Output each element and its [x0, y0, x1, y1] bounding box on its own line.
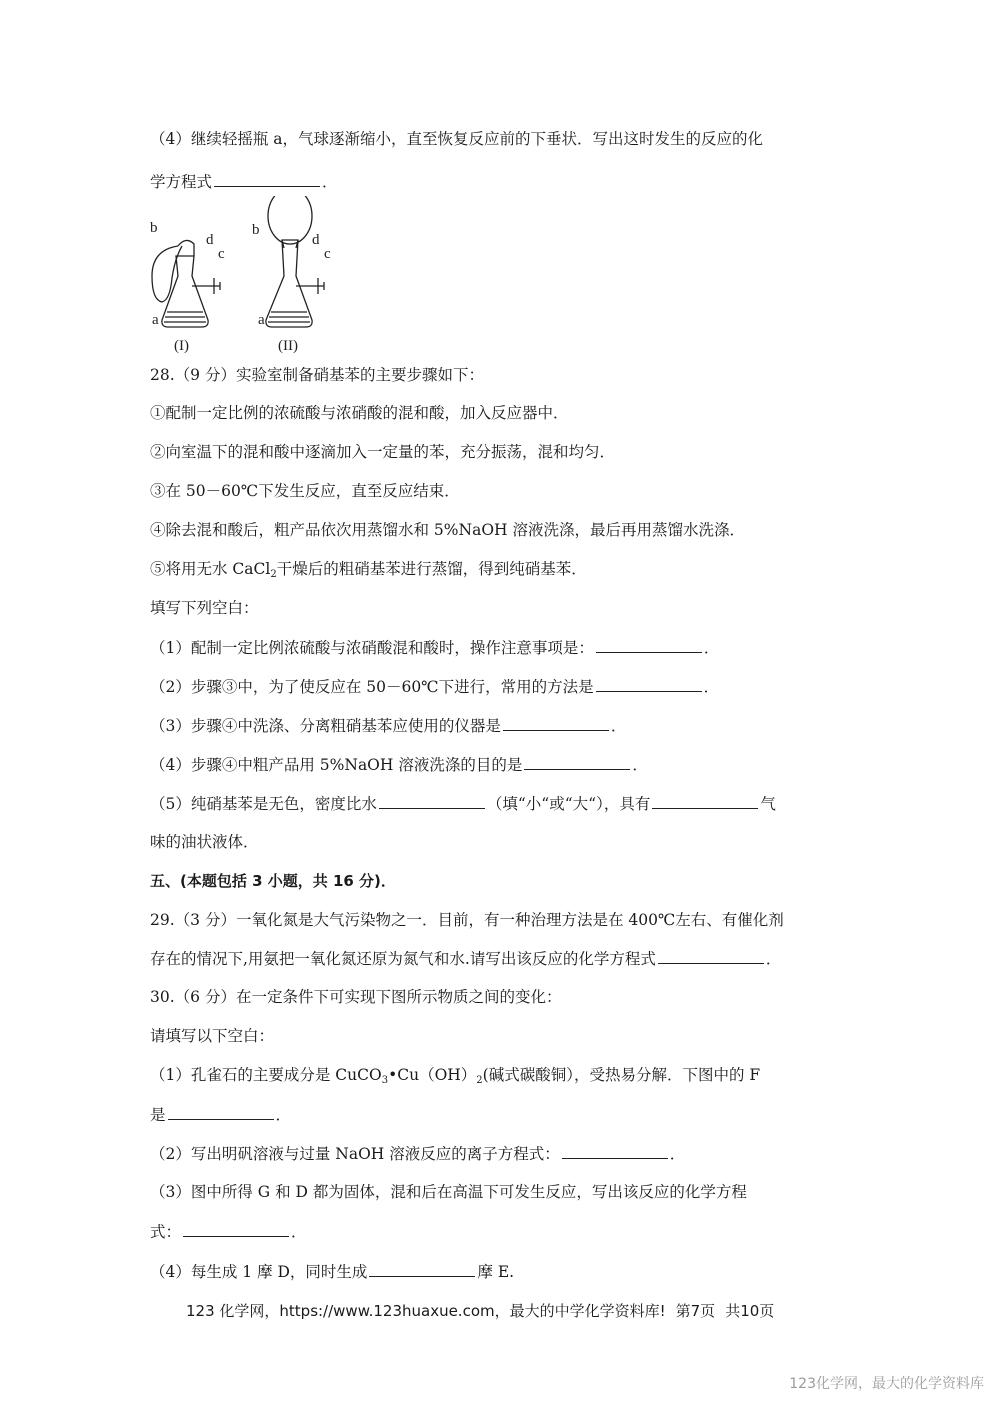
- period: ．: [703, 678, 720, 696]
- caption-2: (II): [278, 338, 298, 354]
- q30-part3-line2-text: 式：: [150, 1223, 182, 1241]
- q28-part2-text: （2）步骤③中，为了使反应在 50－60℃下进行，常用的方法是: [150, 678, 594, 696]
- q28-step2: ②向室温下的混和酸中逐滴加入一定量的苯，充分振荡，混和均匀．: [150, 443, 616, 461]
- q29-line2-text: 存在的情况下,用氨把一氧化氮还原为氮气和水.请写出该反应的化学方程式: [150, 950, 656, 968]
- q28-part5: [150, 792, 776, 815]
- q27-part4-line2: [150, 170, 338, 193]
- label-b2: b: [252, 222, 260, 238]
- q30-part4-pre: （4）每生成 1 摩 D，同时生成: [150, 1263, 368, 1281]
- q28-step3: ③在 50－60℃下发生反应，直至反应结束．: [150, 482, 460, 500]
- q28-fill-intro: 填写下列空白：: [150, 599, 259, 617]
- answer-blank[interactable]: [214, 170, 320, 187]
- period: ．: [632, 756, 648, 774]
- q30-part3-line2: [150, 1220, 307, 1243]
- q28-step5: [150, 558, 587, 586]
- answer-blank[interactable]: [379, 792, 485, 809]
- footer-site: 123 化学网，https://www.123huaxue.com，最大的中学化学资料库!: [186, 1302, 666, 1320]
- subscript: 2: [270, 569, 277, 580]
- q28-part5-end: 气: [760, 795, 776, 813]
- section5-title: 五、(本题包括 3 小题，共 16 分)．: [150, 872, 396, 890]
- q27-part4-line1: （4）继续轻摇瓶 a，气球逐渐缩小，直至恢复反应前的下垂状．写出这时发生的反应的化: [150, 130, 764, 148]
- answer-blank[interactable]: [562, 1142, 668, 1159]
- q28-part5-mid: （填“小“或“大“），具有: [486, 795, 651, 813]
- q28-part3: [150, 714, 626, 737]
- period: ．: [669, 1145, 686, 1163]
- answer-blank[interactable]: [524, 753, 630, 770]
- q28-part5-line2: 味的油状液体．: [150, 833, 259, 851]
- q28-part2: [150, 675, 719, 698]
- answer-blank[interactable]: [168, 1103, 274, 1120]
- q30-part4: [150, 1260, 514, 1283]
- answer-blank[interactable]: [183, 1220, 289, 1237]
- period: ．: [291, 1223, 307, 1241]
- footer-total-pages: 共10页: [725, 1302, 775, 1320]
- period: ．: [765, 950, 782, 968]
- q28-part4-text: （4）步骤④中粗产品用 5%NaOH 溶液洗涤的目的是: [150, 756, 523, 774]
- subscript: 3: [381, 1075, 389, 1086]
- q30-part3-line1: （3）图中所得 G 和 D 都为固体，混和后在高温下可发生反应，写出该反应的化学方程: [150, 1183, 747, 1201]
- label-d1: d: [206, 232, 214, 248]
- answer-blank[interactable]: [503, 714, 609, 731]
- period: ．: [275, 1106, 292, 1124]
- q28-step5-pre: ⑤将用无水 CaCl: [150, 560, 271, 578]
- label-b1: b: [150, 220, 158, 236]
- period: ．: [322, 173, 338, 191]
- label-d2: d: [312, 232, 320, 248]
- q28-part1: [150, 636, 719, 659]
- q27-part4-text: 学方程式: [150, 173, 213, 191]
- q30-part2: [150, 1142, 685, 1165]
- q30-part1-line2: [150, 1103, 291, 1126]
- label-a1: a: [152, 312, 159, 328]
- q30-part1-mid: •Cu（OH）: [388, 1066, 477, 1084]
- q30-part2-text: （2）写出明矾溶液与过量 NaOH 溶液反应的离子方程式：: [150, 1145, 560, 1163]
- q30-part1-pre: （1）孔雀石的主要成分是 CuCO: [150, 1066, 382, 1084]
- subscript: 2: [476, 1075, 483, 1086]
- period: ．: [703, 639, 720, 657]
- q29-line2: [150, 947, 781, 970]
- q28-part5-pre: （5）纯硝基苯是无色，密度比水: [150, 795, 377, 813]
- q28-part1-text: （1）配制一定比例浓硫酸与浓硝酸混和酸时，操作注意事项是：: [150, 639, 594, 657]
- answer-blank[interactable]: [652, 792, 758, 809]
- flask-2-icon: [266, 240, 312, 327]
- q28-part4: [150, 753, 648, 776]
- flask-1-icon: [162, 256, 208, 327]
- balloon-deflated-icon: [152, 240, 194, 302]
- q28-step1: ①配制一定比例的浓硫酸与浓硝酸的混和酸，加入反应器中．: [150, 404, 569, 422]
- q28-step5-post: 干燥后的粗硝基苯进行蒸馏，得到纯硝基苯．: [276, 560, 587, 578]
- label-c1: c: [218, 246, 225, 262]
- q28-part3-text: （3）步骤④中洗涤、分离粗硝基苯应使用的仪器是: [150, 717, 501, 735]
- q28-step4: ④除去混和酸后，粗产品依次用蒸馏水和 5%NaOH 溶液洗涤，最后再用蒸馏水洗涤．: [150, 521, 745, 539]
- answer-blank[interactable]: [369, 1260, 475, 1277]
- q30-intro: 请填写以下空白：: [150, 1027, 275, 1045]
- label-a2: a: [258, 312, 265, 328]
- valve-1-icon: [192, 278, 220, 294]
- apparatus-figure: [148, 196, 348, 358]
- q30-part1-line2-text: 是: [150, 1106, 166, 1124]
- answer-blank[interactable]: [658, 947, 764, 964]
- q30-title: 30.（6 分）在一定条件下可实现下图所示物质之间的变化：: [150, 988, 562, 1006]
- watermark: 123化学网，最大的化学资料库: [789, 1376, 984, 1392]
- q30-part1: [150, 1064, 760, 1092]
- answer-blank[interactable]: [596, 675, 702, 692]
- q30-part4-post: 摩 E.: [477, 1263, 515, 1281]
- footer-page-number: 第7页: [675, 1302, 716, 1320]
- label-c2: c: [324, 246, 331, 262]
- q30-part1-post: (碱式碳酸铜），受热易分解．下图中的 F: [482, 1066, 761, 1084]
- q29-line1: 29.（3 分）一氧化氮是大气污染物之一．目前，有一种治理方法是在 400℃左右、有催化剂: [150, 911, 784, 929]
- period: ．: [610, 717, 627, 735]
- page-footer: [186, 1300, 784, 1321]
- q28-title: 28.（9 分）实验室制备硝基苯的主要步骤如下：: [150, 366, 484, 384]
- answer-blank[interactable]: [596, 636, 702, 653]
- caption-1: (I): [174, 338, 189, 354]
- valve-2-icon: [296, 278, 324, 294]
